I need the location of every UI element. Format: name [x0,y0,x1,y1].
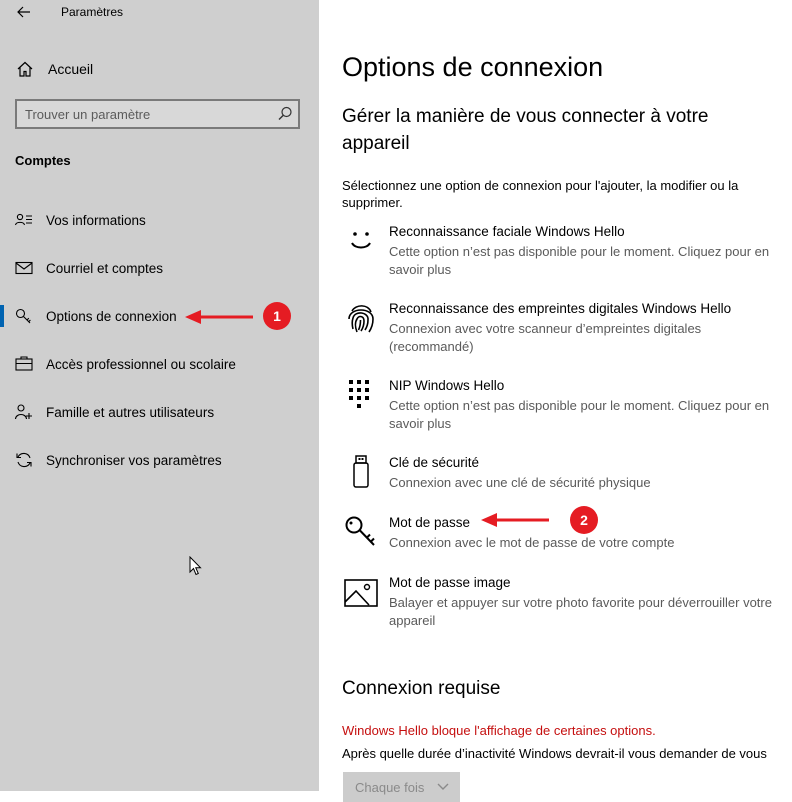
option-title: Clé de sécurité [389,455,480,470]
fingerprint-icon [343,301,379,337]
page-subtitle: Gérer la manière de vous connecter à votre appareil [342,106,709,154]
sidebar-item-courriel[interactable] [0,248,319,288]
sidebar-item-famille[interactable] [0,392,319,432]
sidebar-item-synchroniser[interactable] [0,440,319,480]
option-title: Reconnaissance faciale Windows Hello [389,224,625,239]
signin-option-pin[interactable] [343,378,792,438]
sidebar-item-home[interactable] [0,56,319,82]
require-signin-dropdown[interactable] [343,772,460,802]
section-title: Comptes [15,153,71,168]
warning-message: Windows Hello bloque l'affichage de certaines options. [342,723,656,738]
option-title: NIP Windows Hello [389,378,505,393]
main-panel [319,0,792,795]
sidebar-item-vos-informations[interactable] [0,200,319,240]
home-icon [15,59,35,84]
option-description: Connexion avec une clé de sécurité physique [389,475,651,490]
chevron-down-icon [436,779,450,798]
signin-option-face[interactable] [343,224,792,284]
section-title: Connexion requise [342,678,501,699]
option-description: Connexion avec le mot de passe de votre compte [389,535,675,550]
setting-question: Après quelle durée d’inactivité Windows devrait-il vous demander de vous [342,746,767,761]
usb-key-icon [343,455,379,491]
sidebar-item-label: Accueil [48,61,94,77]
sidebar-item-label: Courriel et comptes [46,261,164,276]
person-card-icon [14,211,34,234]
back-button[interactable] [14,2,34,22]
search-box[interactable] [15,99,300,129]
mouse-cursor-icon [189,556,203,576]
page-title: Options de connexion [342,52,604,82]
picture-icon [343,575,379,611]
mail-icon [14,259,34,282]
sidebar-item-label: Famille et autres utilisateurs [46,405,215,420]
sidebar-item-label: Vos informations [46,213,146,228]
window-title: Paramètres [61,5,124,19]
option-title: Mot de passe [389,515,471,530]
sidebar-item-label: Options de connexion [46,309,177,324]
signin-option-password[interactable] [343,515,792,575]
sidebar [0,0,319,791]
option-description: Balayer et appuyer sur votre photo favorite pour déverrouiller votre appareil [389,595,772,628]
search-input[interactable] [25,105,265,123]
pin-keypad-icon [343,378,379,414]
option-description: Cette option n’est pas disponible pour le moment. Cliquez pour en savoir plus [389,244,770,277]
sync-icon [14,451,34,474]
page-description: Sélectionnez une option de connexion pour l'ajouter, la modifier ou la supprimer. [342,178,739,210]
option-title: Mot de passe image [389,575,511,590]
option-title: Reconnaissance des empreintes digitales Windows Hello [389,301,732,316]
annotation-arrow [479,511,551,529]
annotation-badge: 2 [570,506,598,534]
briefcase-icon [14,355,34,378]
sidebar-item-acces-professionnel[interactable] [0,344,319,384]
dropdown-value: Chaque fois [355,780,425,795]
active-indicator [0,305,4,327]
annotation-arrow [183,308,255,326]
back-arrow-icon [14,2,34,22]
sidebar-item-label: Accès professionnel ou scolaire [46,357,236,372]
people-icon [14,403,34,426]
sidebar-item-label: Synchroniser vos paramètres [46,453,222,468]
title-bar [0,0,319,24]
smile-face-icon [343,224,379,260]
signin-option-security-key[interactable] [343,455,792,515]
signin-option-picture-password[interactable] [343,575,792,635]
option-description: Cette option n’est pas disponible pour le moment. Cliquez pour en savoir plus [389,398,770,431]
signin-option-fingerprint[interactable] [343,301,792,361]
search-icon[interactable] [276,105,294,128]
option-description: Connexion avec votre scanneur d’empreintes digitales (recommandé) [389,321,702,354]
key-icon [343,515,379,551]
annotation-badge: 1 [263,302,291,330]
key-icon [14,307,34,330]
